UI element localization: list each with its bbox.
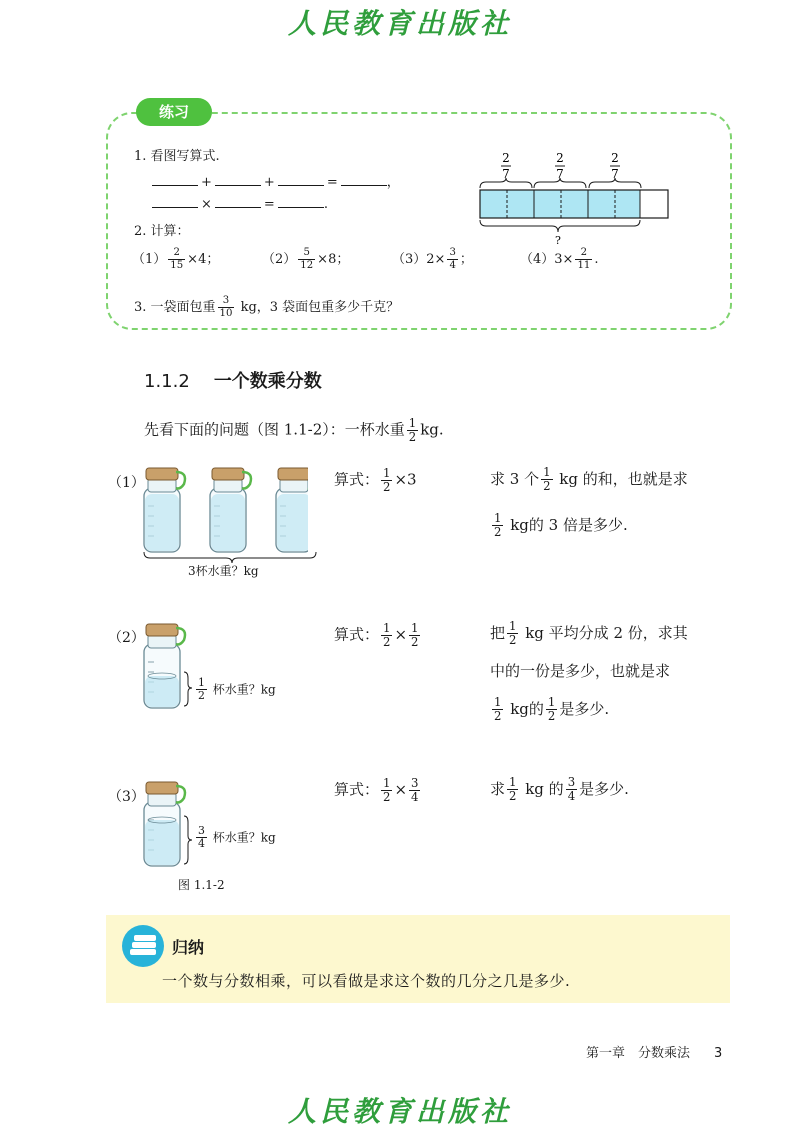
summary-title: 归纳	[172, 938, 205, 957]
bottom-brace	[480, 220, 640, 232]
diagram-fraction-denominator: 7	[502, 167, 510, 181]
q2-item-3: （3）2× $\frac{3}{4}$ ；	[392, 247, 473, 271]
top-brace	[589, 178, 641, 188]
example-3-caption: $\frac{3}{4}$ 杯水重？kg	[198, 824, 276, 850]
chapter-title: 第一章 分数乘法	[586, 1046, 691, 1061]
water-bottle-full	[144, 468, 185, 552]
example-2-label: （2）	[108, 630, 145, 646]
section-heading	[144, 367, 322, 393]
figure-caption: 图 1.1-2	[178, 878, 225, 892]
q1-addition-template: + + = ，	[152, 171, 400, 190]
example-3-explanation: 求 $\frac{1}{2}$ kg 的 $\frac{3}{4}$ 是多少.	[490, 775, 629, 803]
answer-blank	[215, 196, 261, 208]
section-title: 一个数乘分数	[213, 371, 322, 392]
answer-blank	[278, 174, 324, 186]
three-full-bottles	[138, 466, 308, 562]
example-3-formula: 算式： $\frac{1}{2}$ × $\frac{3}{4}$	[334, 776, 419, 804]
example-3-label: （3）	[108, 789, 145, 805]
water-bottle-full	[276, 468, 308, 552]
answer-blank	[341, 174, 387, 186]
half-full-bottle	[138, 622, 198, 718]
example-1-explanation: 求 3 个 $\frac{1}{2}$ kg 的和，也就是求 $\frac{1}{2}$ kg的 3 倍是多少.	[490, 465, 688, 539]
fraction-bar-diagram	[470, 148, 680, 248]
water-bottle-full	[210, 468, 251, 552]
q1-label: 1. 看图写算式.	[134, 149, 220, 164]
q1-multiplication-template: × = .	[152, 196, 328, 212]
q2-item-4: （4）3× $\frac{2}{11}$ .	[520, 247, 599, 271]
q3-text: 3. 一袋面包重 $\frac{3}{10}$ kg，3 袋面包重多少千克？	[134, 295, 400, 319]
q2-item-2: （2） $\frac{5}{12}$ ×8；	[262, 247, 350, 271]
top-brace	[480, 178, 532, 188]
diagram-fraction-denominator: 7	[611, 167, 619, 181]
q2-item-1: （1） $\frac{2}{15}$ ×4；	[132, 247, 220, 271]
q2-label: 2. 计算：	[134, 224, 190, 239]
answer-blank	[278, 196, 324, 208]
book-icon	[122, 925, 164, 967]
diagram-fraction-numerator: 2	[611, 151, 619, 165]
page-footer	[586, 1042, 722, 1061]
example-2-explanation: 把 $\frac{1}{2}$ kg 平均分成 2 份，求其 中的一份是多少，也就是求 $\frac{1}{2}$ kg的 $\frac{1}{2}$ 是多少.	[490, 619, 688, 723]
intro-text: 先看下面的问题（图 1.1-2）：一杯水重 $\frac{1}{2}$ kg.	[144, 416, 444, 444]
bar-filled-part	[480, 190, 640, 218]
diagram-question-mark: ?	[555, 234, 561, 247]
top-brace	[534, 178, 586, 188]
example-1-formula: 算式： $\frac{1}{2}$ ×3	[334, 466, 417, 494]
diagram-fraction-numerator: 2	[556, 151, 564, 165]
practice-title: 练习	[136, 98, 212, 126]
example-1-caption: 3杯水重？kg	[188, 564, 259, 578]
answer-blank	[152, 174, 198, 186]
page-number: 3	[714, 1046, 723, 1061]
publisher-logo-bottom: 人民教育出版社	[287, 1095, 512, 1128]
publisher-logo-top: 人民教育出版社	[287, 7, 512, 40]
answer-blank	[215, 174, 261, 186]
answer-blank	[152, 196, 198, 208]
summary-text: 一个数与分数相乘，可以看做是求这个数的几分之几是多少.	[162, 972, 571, 990]
diagram-fraction-denominator: 7	[556, 167, 564, 181]
example-2-caption: $\frac{1}{2}$ 杯水重？kg	[198, 676, 276, 702]
three-quarter-bottle	[138, 780, 198, 876]
example-2-formula: 算式： $\frac{1}{2}$ × $\frac{1}{2}$	[334, 621, 419, 649]
example-1-label: （1）	[108, 475, 145, 491]
diagram-fraction-numerator: 2	[502, 151, 510, 165]
section-number: 1.1.2	[144, 371, 190, 392]
